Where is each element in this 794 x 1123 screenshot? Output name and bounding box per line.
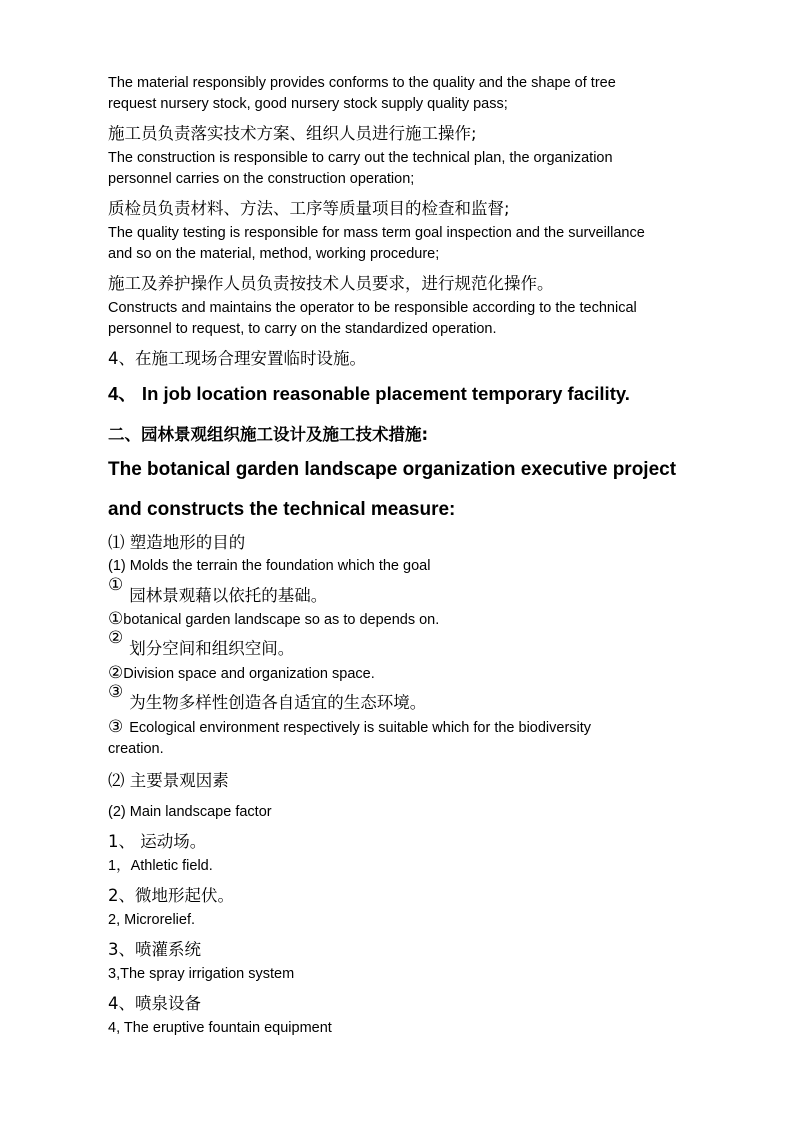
text-line-cn: 1、 运动场。 [108,832,207,851]
circled-number-marker: ① [108,575,124,595]
text-line: 3,The spray irrigation system [108,966,295,982]
text-line: personnel to request, to carry on the standardized operation. [108,321,497,337]
text-line-cn: 4、喷泉设备 [108,994,201,1013]
text-line: Constructs and maintains the operator to be responsible according to the technical [108,300,637,316]
circled-number-marker: ② [108,663,124,683]
section-heading-en: The botanical garden landscape organization executive project [108,459,677,480]
circled-number-marker: ③ [108,717,124,737]
text-line: personnel carries on the construction operation; [108,171,415,187]
list-item [108,628,295,658]
list-item-text: Ecological environment respectively is suitable which for the biodiversity [129,720,592,736]
circled-number-marker: ③ [108,682,124,702]
text-line: 2, Microrelief. [108,912,196,928]
text-line: creation. [108,741,164,757]
text-line-cn: 4、在施工现场合理安置临时设施。 [108,349,366,368]
list-item-text-cn: 园林景观藉以依托的基础。 [129,586,328,605]
text-line: request nursery stock, good nursery stock supply quality pass; [108,96,508,112]
text-line-cn: 2、微地形起伏。 [108,886,234,905]
list-item [108,575,328,605]
text-line: (2) Main landscape factor [108,804,272,820]
list-item-text: botanical garden landscape so as to depends on. [123,612,440,628]
list-item [108,717,591,739]
list-item-text-cn: 为生物多样性创造各自适宜的生态环境。 [129,693,427,712]
text-line: The material responsibly provides conforms to the quality and the shape of tree [108,75,616,91]
circled-number-marker: ② [108,628,124,648]
text-line-cn: 施工员负责落实技术方案、组织人员进行施工操作; [108,124,477,143]
text-line-cn: 3、喷灌系统 [108,940,201,959]
text-line: 1，Athletic field. [108,858,213,874]
text-line-cn: ⑵ 主要景观因素 [108,771,229,790]
text-line-cn: 质检员负责材料、方法、工序等质量项目的检查和监督; [108,199,510,218]
circled-number-marker: ① [108,609,124,629]
list-item [108,682,427,712]
text-line: (1) Molds the terrain the foundation which the goal [108,558,431,574]
text-line: and so on the material, method, working procedure; [108,246,440,262]
text-line-cn: ⑴ 塑造地形的目的 [108,533,246,552]
text-line: The construction is responsible to carry out the technical plan, the organization [108,150,613,166]
text-line-cn: 施工及养护操作人员负责按技术人员要求，进行规范化操作。 [108,274,554,293]
text-line: The quality testing is responsible for mass term goal inspection and the surveillance [108,225,645,241]
section-heading-cn: 二、园林景观组织施工设计及施工技术措施: [108,425,429,444]
text-line: 4, The eruptive fountain equipment [108,1020,332,1036]
subheading: 4、 In job location reasonable placement temporary facility. [108,383,630,404]
list-item-text: Division space and organization space. [123,666,375,682]
section-heading-en: and constructs the technical measure: [108,499,456,520]
list-item-text-cn: 划分空间和组织空间。 [129,639,295,658]
